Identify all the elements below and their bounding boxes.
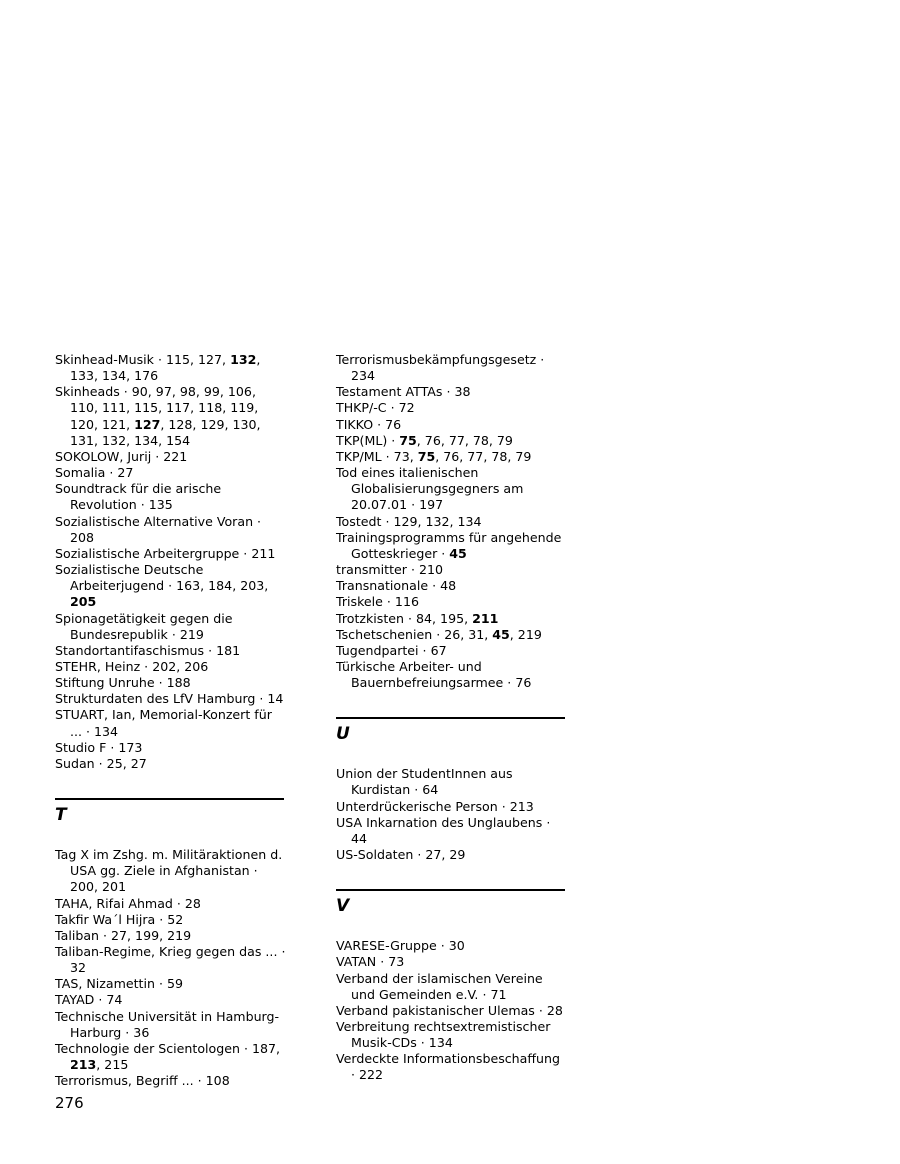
index-entry-somalia [55,465,287,481]
index-entry-text: Strukturdaten des LfV Hamburg · 14 [55,691,284,707]
index-entry-text: Trainingsprogramms für angehende Gotteskrieger · [336,529,562,561]
index-entry-standortantifaschismus [55,643,287,659]
index-entry-strukturdaten [55,691,287,707]
index-entry-text: , 76, 77, 78, 79 [416,432,513,448]
index-entry-skinhead-musik [55,352,287,384]
index-entry-text: TAYAD · 74 [55,992,123,1008]
index-entry-tugendpartei [336,643,568,659]
index-entry-union-studentinnen [336,766,568,798]
index-entry-verband-islamischen [336,971,568,1003]
index-entry-text: Verband pakistanischer Ulemas · 28 [336,1002,563,1018]
primary-page-ref: 132 [230,352,257,367]
index-entries-t-continued [336,352,568,691]
index-entry-terrorismus-begriff [55,1073,287,1089]
index-entry-varese-gruppe [336,938,568,954]
index-entry-trotzkisten [336,611,568,627]
index-entry-taliban-regime [55,944,287,976]
index-entry-triskele [336,594,568,610]
index-entry-sudan [55,756,287,772]
index-entry-text: VARESE-Gruppe · 30 [336,938,465,954]
index-entry-text: USA Inkarnation des Unglaubens · 44 [336,814,551,846]
index-entry-tuerkische-arbeiter [336,659,568,691]
page-number: 276 [55,1094,84,1112]
index-entry-technologie-scientologen [55,1041,287,1073]
index-entry-text: , 128, 129, 130, 131, 132, 134, 154 [70,416,261,448]
index-entry-verbreitung [336,1019,568,1051]
primary-page-ref: 45 [492,626,510,642]
index-column-right [336,352,568,1084]
index-entry-vatan [336,954,568,970]
index-entry-tostedt [336,514,568,530]
index-entry-unterdrueckerische [336,799,568,815]
index-entry-text: Union der StudentInnen aus Kurdistan · 64 [336,766,513,798]
index-entry-text: Testament ATTAs · 38 [336,384,471,400]
index-entry-text: Technologie der Scientologen · 187, [55,1040,281,1056]
index-entry-text: , 215 [96,1057,129,1073]
index-entry-technische-universitaet [55,1009,287,1041]
index-entry-text: Soundtrack für die arische Revolution · 135 [55,481,222,513]
index-entries-s [55,352,287,772]
index-entry-text: US-Soldaten · 27, 29 [336,847,466,863]
index-entry-text: Technische Universität in Hamburg-Harburg · 36 [55,1008,280,1040]
index-entry-text: Terrorismusbekämpfungsgesetz · 234 [336,352,545,384]
index-entry-text: Skinheads · 90, 97, 98, 99, 106, 110, 111, 115, 117, 118, 119, 120, 121, [55,384,259,432]
index-entry-tod-eines [336,465,568,513]
index-entry-text: Spionagetätigkeit gegen die Bundesrepublik · 219 [55,610,233,642]
index-entry-text: Terrorismus, Begriff ... · 108 [55,1073,230,1089]
index-entry-text: Sozialistische Alternative Voran · 208 [55,513,262,545]
index-entry-tas [55,976,287,992]
index-entry-spionagetaetigkeit [55,611,287,643]
index-entry-sozialistische-deutsche [55,562,287,610]
index-entry-text: Somalia · 27 [55,465,134,481]
index-entry-thkp-c [336,400,568,416]
index-entry-text: Transnationale · 48 [336,578,457,594]
index-entry-studio-f [55,740,287,756]
index-entry-text: Takfir Wa´l Hijra · 52 [55,911,184,927]
index-entry-text: VATAN · 73 [336,954,405,970]
index-entries-v [336,938,568,1083]
index-entry-text: Tag X im Zshg. m. Militäraktionen d. USA gg. Ziele in Afghanistan · 200, 201 [55,847,283,895]
index-entry-verband-pakistanischer [336,1003,568,1019]
index-entry-text: TKP(ML) · [336,432,400,448]
index-entry-soundtrack [55,481,287,513]
index-entry-tkp-ml-paren [336,433,568,449]
index-entry-tikko [336,417,568,433]
index-entry-stiftung-unruhe [55,675,287,691]
index-entry-tkp-ml-slash [336,449,568,465]
index-entry-text: Unterdrückerische Person · 213 [336,798,534,814]
index-entry-text: transmitter · 210 [336,562,443,578]
index-entry-text: Taliban-Regime, Krieg gegen das ... · 32 [55,944,286,976]
index-entry-text: TIKKO · 76 [336,416,402,432]
index-entry-stuart [55,707,287,739]
index-entry-stehr [55,659,287,675]
index-entry-text: STUART, Ian, Memorial-Konzert für ... · 134 [55,707,272,739]
index-entry-sozialistische-alternative [55,514,287,546]
primary-page-ref: 211 [472,610,499,626]
section-header-v [336,889,565,938]
primary-page-ref: 213 [70,1057,97,1073]
index-entry-transnationale [336,578,568,594]
index-entry-text: Skinhead-Musik · 115, 127, [55,352,231,367]
index-entry-text: Sudan · 25, 27 [55,755,147,771]
section-header-t [55,798,284,847]
index-entry-text: Sozialistische Arbeitergruppe · 211 [55,545,276,561]
index-entry-text: Triskele · 116 [336,594,419,610]
index-entry-text: Türkische Arbeiter- und Bauernbefreiungsarmee · 76 [336,658,532,691]
index-entry-verdeckte [336,1051,568,1083]
index-column-left [55,352,287,1089]
index-entry-text: Tostedt · 129, 132, 134 [336,513,482,529]
index-entry-text: SOKOLOW, Jurij · 221 [55,448,188,464]
index-entry-text: Standortantifaschismus · 181 [55,642,241,658]
index-entry-tag-x [55,847,287,895]
section-header-u [336,717,565,766]
index-entry-sozialistische-arbeitergruppe [55,546,287,562]
index-entry-tschetschenien [336,627,568,643]
index-entries-t [55,847,287,1089]
primary-page-ref: 205 [70,594,97,610]
index-entry-text: Tugendpartei · 67 [336,642,447,658]
index-entry-text: , 133, 134, 176 [70,352,261,384]
index-entry-text: Tod eines italienischen Globalisierungsgegners am 20.07.01 · 197 [336,465,524,513]
index-entry-text: , 219 [509,626,542,642]
index-entry-text: Stiftung Unruhe · 188 [55,675,191,691]
index-entry-usa-inkarnation [336,815,568,847]
index-entry-text: THKP/-C · 72 [336,400,415,416]
index-entry-skinheads [55,384,287,449]
index-entry-trainingsprogramms [336,530,568,562]
primary-page-ref: 75 [417,448,436,464]
index-entry-text: Studio F · 173 [55,739,143,755]
index-entry-text: Tschetschenien · 26, 31, [336,626,493,642]
index-entry-testament-attas [336,384,568,400]
index-entry-taliban [55,928,287,944]
index-entry-terrorismusbekaempfungsgesetz [336,352,568,384]
section-letter-u: U [336,724,350,745]
primary-page-ref: 45 [449,545,467,561]
index-entry-takfir [55,912,287,928]
index-entry-text: Taliban · 27, 199, 219 [55,927,192,943]
index-entry-sokolow [55,449,287,465]
index-entry-text: Verdeckte Informationsbeschaffung · 222 [336,1051,561,1083]
index-entry-taha [55,896,287,912]
primary-page-ref: 127 [134,416,161,432]
primary-page-ref: 75 [399,432,417,448]
index-entry-text: , 76, 77, 78, 79 [435,448,532,464]
index-entry-text: TAS, Nizamettin · 59 [55,976,183,992]
section-letter-v: V [336,896,350,917]
index-entry-tayad [55,992,287,1008]
index-entry-text: Trotzkisten · 84, 195, [336,610,473,626]
index-entry-text: TKP/ML · 73, [336,448,418,464]
section-letter-t: T [55,805,67,826]
index-entries-u [336,766,568,863]
index-entry-text: Verbreitung rechtsextremistischer Musik-CDs · 134 [336,1019,551,1051]
index-entry-text: Verband der islamischen Vereine und Gemeinden e.V. · 71 [336,970,543,1002]
index-entry-transmitter [336,562,568,578]
index-entry-us-soldaten [336,847,568,863]
index-entry-text: STEHR, Heinz · 202, 206 [55,658,209,674]
index-entry-text: TAHA, Rifai Ahmad · 28 [55,895,201,911]
index-entry-text: Sozialistische Deutsche Arbeiterjugend · 163, 184, 203, [55,562,269,594]
